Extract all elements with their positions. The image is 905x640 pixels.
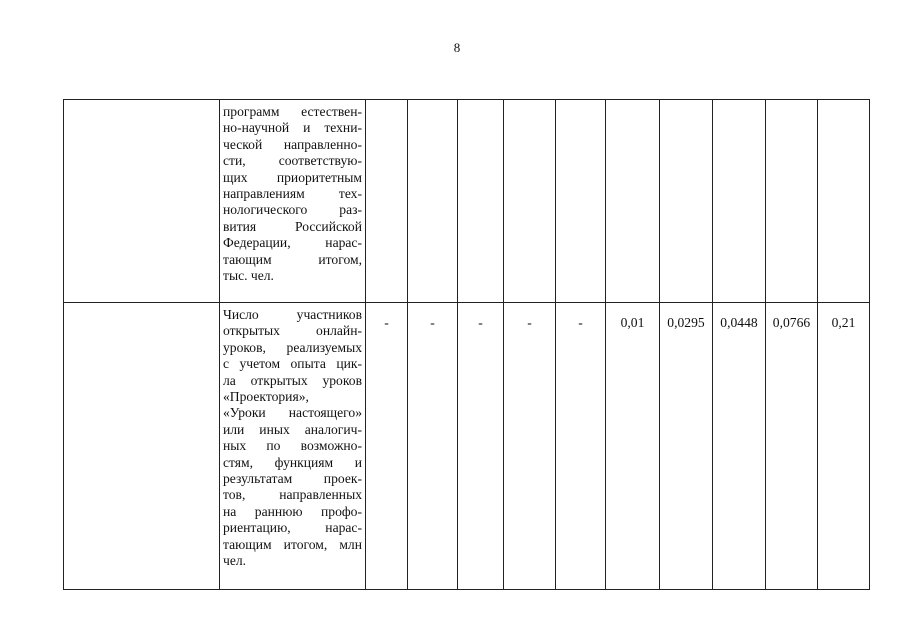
value-cell: - (556, 303, 606, 590)
value-cell: - (408, 303, 458, 590)
value-cell (458, 100, 504, 303)
row-number-cell (64, 100, 220, 303)
value-cell: 0,01 (606, 303, 660, 590)
row-number-cell (64, 303, 220, 590)
description-line: ных по возможно- (223, 438, 362, 454)
description-line: Число участников (223, 307, 362, 322)
value-cell (556, 100, 606, 303)
value-cell (818, 100, 870, 303)
description-line: тыс. чел. (223, 268, 274, 284)
description-line: стям, функциям и (223, 454, 362, 470)
description-line: сти, соответствую- (223, 153, 362, 169)
page-number: 8 (453, 40, 461, 55)
description-line: но-научной и техни- (223, 120, 362, 136)
indicator-description-cell (220, 100, 366, 303)
description-line: вития Российской (223, 218, 362, 234)
description-line: на раннюю профо- (223, 503, 362, 519)
description-line: программ естествен- (223, 104, 362, 119)
description-line: открытых онлайн- (223, 323, 362, 339)
value-cell: - (504, 303, 556, 590)
table-row (64, 303, 870, 590)
value-cell: 0,21 (818, 303, 870, 590)
description-line: или иных аналогич- (223, 421, 362, 437)
description-line: «Проектория», (223, 389, 309, 405)
description-line: Федерации, нарас- (223, 235, 362, 251)
description-line: нологического раз- (223, 202, 362, 218)
value-cell (366, 100, 408, 303)
value-cell: 0,0448 (713, 303, 766, 590)
indicator-table (63, 99, 870, 590)
description-line: уроков, реализуемых (223, 339, 362, 355)
value-cell (713, 100, 766, 303)
value-cell (408, 100, 458, 303)
value-cell (660, 100, 713, 303)
description-line: тов, направленных (223, 487, 362, 503)
value-cell: 0,0766 (766, 303, 818, 590)
description-line: «Уроки настоящего» (223, 405, 362, 421)
description-line: тающим итогом, (223, 251, 362, 267)
value-cell (766, 100, 818, 303)
indicator-description-cell (220, 303, 366, 590)
description-line: направлениям тех- (223, 186, 362, 202)
value-cell: - (458, 303, 504, 590)
description-line: результатам проек- (223, 471, 362, 487)
value-cell (606, 100, 660, 303)
value-cell: - (366, 303, 408, 590)
description-line: с учетом опыта цик- (223, 356, 362, 372)
description-line: тающим итогом, млн (223, 536, 362, 552)
description-line: ческой направленно- (223, 136, 362, 152)
value-cell (504, 100, 556, 303)
description-line: щих приоритетным (223, 169, 362, 185)
description-line: чел. (223, 553, 247, 569)
table-row (64, 100, 870, 303)
description-line: ла открытых уроков (223, 372, 362, 388)
value-cell: 0,0295 (660, 303, 713, 590)
description-line: риентацию, нарас- (223, 520, 362, 536)
